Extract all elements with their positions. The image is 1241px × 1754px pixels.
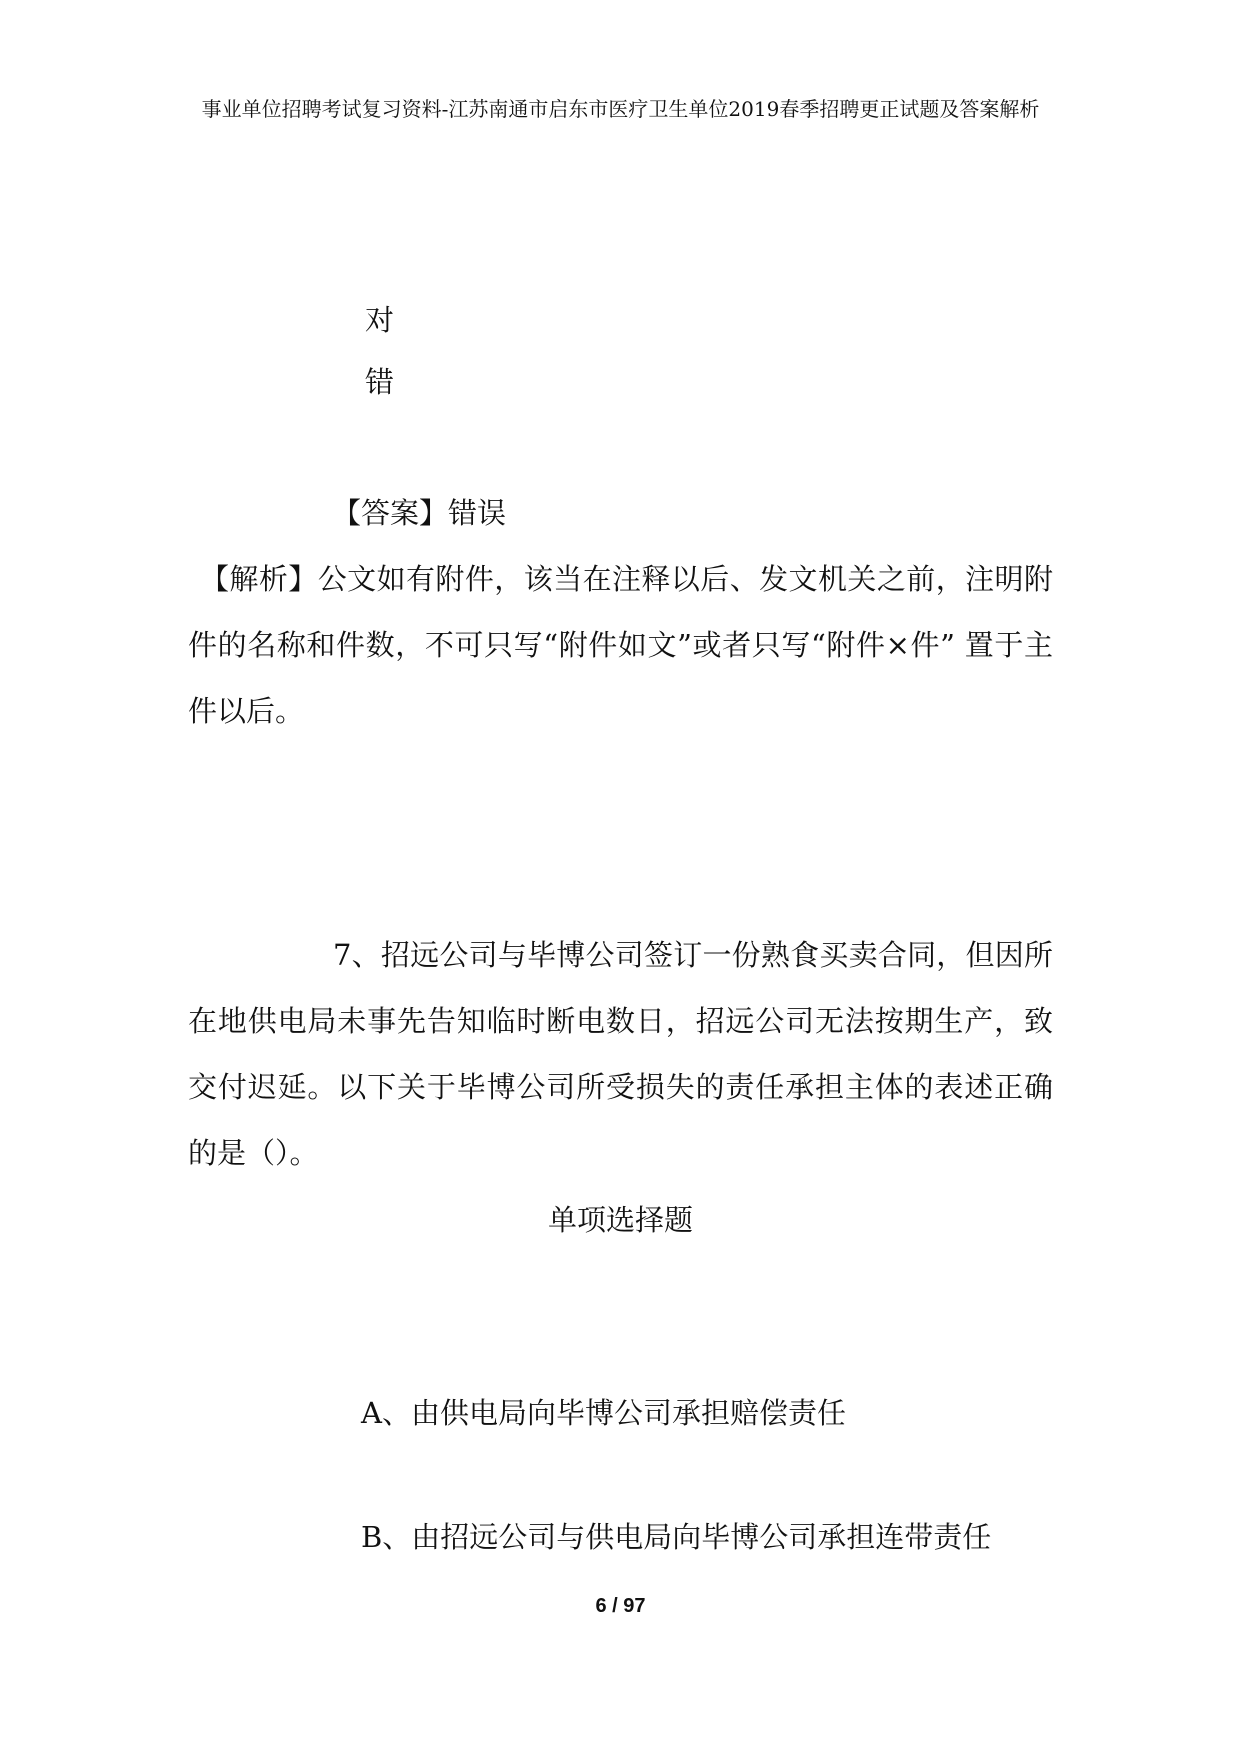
- analysis-text: 【解析】公文如有附件，该当在注释以后、发文机关之前，注明附件的名称和件数，不可只写“附件如文”或者只写“附件×件” 置于主件以后。: [188, 562, 1053, 728]
- option-a: A、由供电局向毕博公司承担赔偿责任: [361, 1396, 846, 1430]
- analysis-paragraph: [188, 546, 1053, 744]
- answer-line: 【答案】错误: [332, 496, 507, 530]
- question-type: 单项选择题: [547, 1203, 693, 1237]
- choice-false: 错: [365, 365, 395, 399]
- option-b: B、由招远公司与供电局向毕博公司承担连带责任: [361, 1520, 992, 1554]
- page-number: 6 / 97: [595, 1595, 646, 1617]
- question-stem-paragraph: [188, 922, 1053, 1186]
- question-stem: 7、招远公司与毕博公司签订一份熟食买卖合同，但因所在地供电局未事先告知临时断电数日，招远公司无法按期生产，致交付迟延。以下关于毕博公司所受损失的责任承担主体的表述正确的是（）。: [188, 938, 1053, 1170]
- page-header-title: 事业单位招聘考试复习资料-江苏南通市启东市医疗卫生单位2019春季招聘更正试题及答案解析: [201, 97, 1040, 121]
- choice-true: 对: [365, 303, 395, 337]
